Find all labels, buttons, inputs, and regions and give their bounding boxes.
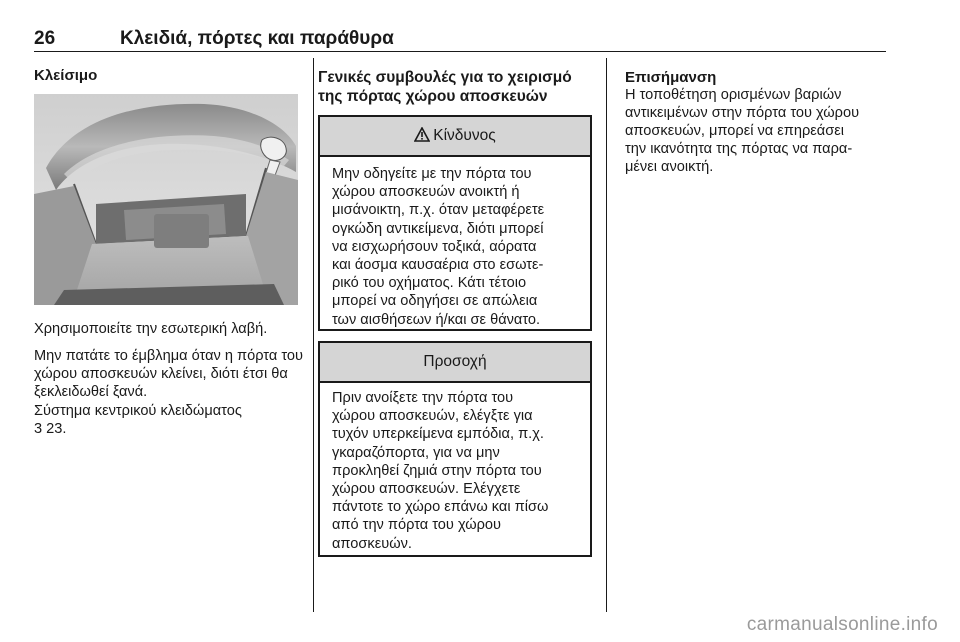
caution-box-text <box>332 389 580 553</box>
paragraph-central-locking: Σύστημα κεντρικού κλειδώματος <box>34 403 242 419</box>
note-line: αντικειμένων στην πόρτα του χώρου <box>625 105 860 121</box>
caution-line: χώρου αποσκευών, ελέγξτε για <box>332 408 533 425</box>
caution-line: από την πόρτα του χώρου <box>332 517 502 534</box>
caution-box <box>318 341 592 557</box>
danger-box-header <box>320 117 590 157</box>
danger-line: ρικό του οχήματος. Κάτι τέτοιο <box>332 275 527 292</box>
page-reference <box>34 420 306 438</box>
header-rule <box>34 51 886 52</box>
section-heading-tailgate <box>318 68 603 106</box>
note-heading: Επισήμανση <box>625 69 717 86</box>
paragraph-emblem-note: Μην πατάτε το έμβλημα όταν η πόρτα του χώρου αποσκευών κλείνει, διότι έτσι θα ξεκλειδωθεί ξανά. <box>34 348 304 400</box>
column-divider-right <box>606 58 607 612</box>
note-line: Η τοποθέτηση ορισμένων βαριών <box>625 87 842 103</box>
danger-line: και άοσμα καυσαέρια στο εσωτε- <box>332 257 544 274</box>
column-divider-left <box>313 58 314 612</box>
section-heading-closing: Κλείσιμο <box>34 67 98 84</box>
caution-line: πάντοτε το χώρο επάνω και πίσω <box>332 499 549 516</box>
caution-box-title: Προσοχή <box>423 353 487 370</box>
caution-line: τυχόν υπερκείμενα εμπόδια, π.χ. <box>332 426 544 443</box>
danger-box-title: Κίνδυνος <box>433 127 496 144</box>
caution-line: Πριν ανοίξετε την πόρτα του <box>332 390 514 406</box>
danger-line: ογκώδη αντικείμενα, διότι μπορεί <box>332 220 544 237</box>
caution-line: γκαραζόπορτα, για να μην <box>332 444 500 461</box>
page-title: Κλειδιά, πόρτες και παράθυρα <box>120 28 394 49</box>
page-number: 26 <box>34 28 56 49</box>
danger-box-text <box>332 165 580 329</box>
paragraph-use-inner-handle: Χρησιμοποιείτε την εσωτερική λαβή. <box>34 321 268 337</box>
caution-box-header <box>320 343 590 383</box>
trunk-photo <box>34 94 298 305</box>
note-line: αποσκευών, μπορεί να επηρεάσει <box>625 123 844 139</box>
caution-line: αποσκευών. <box>332 535 412 552</box>
danger-line: μπορεί να οδηγήσει σε απώλεια <box>332 293 538 310</box>
page-reference-text: 3 23. <box>34 421 67 437</box>
watermark: carmanualsonline.info <box>746 614 938 635</box>
caution-line: προκληθεί ζημιά στην πόρτα του <box>332 462 542 479</box>
danger-line: να εισχωρήσουν τοξικά, αόρατα <box>332 238 537 255</box>
caution-line: χώρου αποσκευών. Ελέγχετε <box>332 481 521 498</box>
danger-line: μισάνοικτη, π.χ. όταν μεταφέρετε <box>332 202 545 219</box>
section-heading-tailgate-line1: Γενικές συμβουλές για το χειρισμό <box>318 69 572 86</box>
warning-triangle-icon <box>414 127 430 142</box>
danger-box <box>318 115 592 331</box>
page-header <box>34 28 886 50</box>
note-line: την ικανότητα της πόρτας να παρα- <box>625 141 853 157</box>
danger-line: Μην οδηγείτε με την πόρτα του <box>332 166 532 182</box>
note-text <box>625 86 895 176</box>
danger-line: χώρου αποσκευών ανοικτή ή <box>332 184 520 201</box>
section-heading-tailgate-line2: της πόρτας χώρου αποσκευών <box>318 88 548 105</box>
note-line: μένει ανοικτή. <box>625 159 714 175</box>
danger-line: των αισθήσεων ή/και σε θάνατο. <box>332 311 541 328</box>
